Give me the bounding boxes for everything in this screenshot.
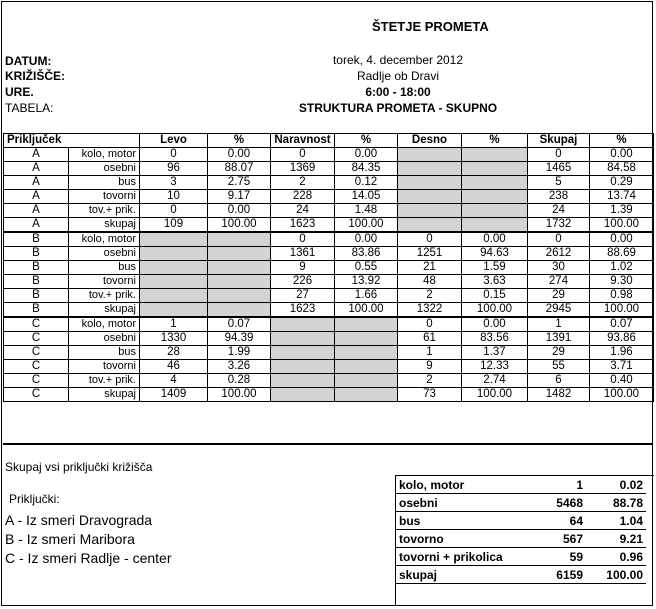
cell-levo	[140, 289, 208, 303]
cell-vehicle: bus	[69, 346, 140, 360]
cell-desno-pct	[462, 162, 528, 176]
cell-skupaj-pct: 100.00	[590, 303, 654, 318]
cell-naravnost: 2	[271, 176, 335, 190]
summary-label: skupaj	[396, 566, 514, 584]
table-row	[4, 374, 654, 388]
cell-skupaj: 1482	[528, 388, 590, 402]
value-datum: torek, 4. december 2012	[332, 53, 464, 67]
cell-skupaj: 24	[528, 204, 590, 218]
cell-naravnost-pct: 0.00	[335, 148, 398, 162]
header-desno: Desno	[398, 134, 462, 148]
label-ure: URE.	[5, 85, 34, 99]
cell-skupaj-pct: 0.29	[590, 176, 654, 190]
cell-naravnost-pct	[335, 317, 398, 332]
cell-naravnost-pct: 0.55	[335, 261, 398, 275]
cell-levo: 109	[140, 218, 208, 233]
cell-naravnost-pct	[335, 388, 398, 402]
table-row	[4, 190, 654, 204]
summary-row	[396, 530, 646, 548]
cell-vehicle: kolo, motor	[69, 232, 140, 247]
table-row	[4, 346, 654, 360]
legend-item-a: A - Iz smeri Dravograda	[5, 512, 153, 528]
cell-levo-pct	[208, 303, 271, 318]
cell-levo	[140, 247, 208, 261]
cell-desno: 1322	[398, 303, 462, 318]
cell-approach: A	[4, 176, 69, 190]
cell-desno-pct: 1.37	[462, 346, 528, 360]
cell-approach: C	[4, 360, 69, 374]
cell-vehicle: skupaj	[69, 303, 140, 318]
cell-approach: B	[4, 232, 69, 247]
cell-naravnost: 0	[271, 232, 335, 247]
cell-levo-pct: 1.99	[208, 346, 271, 360]
summary-table	[396, 476, 646, 584]
cell-levo: 1409	[140, 388, 208, 402]
table-row	[4, 388, 654, 402]
cell-naravnost: 24	[271, 204, 335, 218]
cell-vehicle: tovorni	[69, 190, 140, 204]
cell-naravnost-pct: 14.05	[335, 190, 398, 204]
cell-desno	[398, 148, 462, 162]
cell-desno-pct: 94.63	[462, 247, 528, 261]
cell-vehicle: tov.+ prik.	[69, 374, 140, 388]
cell-skupaj: 1391	[528, 332, 590, 346]
cell-levo: 96	[140, 162, 208, 176]
cell-levo: 46	[140, 360, 208, 374]
cell-vehicle: bus	[69, 261, 140, 275]
cell-approach: A	[4, 148, 69, 162]
cell-vehicle: tovorni	[69, 275, 140, 289]
section-divider	[3, 443, 653, 445]
cell-desno	[398, 218, 462, 233]
cell-skupaj-pct: 93.86	[590, 332, 654, 346]
cell-levo-pct	[208, 289, 271, 303]
cell-levo-pct: 88.07	[208, 162, 271, 176]
cell-skupaj-pct: 1.96	[590, 346, 654, 360]
cell-naravnost	[271, 332, 335, 346]
cell-vehicle: kolo, motor	[69, 317, 140, 332]
cell-vehicle: tov.+ prik.	[69, 204, 140, 218]
summary-count: 567	[514, 530, 586, 548]
cell-skupaj-pct: 84.58	[590, 162, 654, 176]
cell-naravnost: 1361	[271, 247, 335, 261]
header-prikljucek: Priključek	[4, 134, 140, 148]
cell-levo: 1	[140, 317, 208, 332]
cell-naravnost	[271, 360, 335, 374]
cell-desno-pct	[462, 218, 528, 233]
cell-levo-pct: 3.26	[208, 360, 271, 374]
header-skupaj: Skupaj	[528, 134, 590, 148]
table-row	[4, 162, 654, 176]
cell-vehicle: osebni	[69, 162, 140, 176]
cell-naravnost-pct: 13.92	[335, 275, 398, 289]
summary-row	[396, 548, 646, 566]
cell-skupaj-pct: 1.39	[590, 204, 654, 218]
cell-desno-pct: 100.00	[462, 388, 528, 402]
summary-label: kolo, motor	[396, 476, 514, 494]
cell-desno-pct: 100.00	[462, 303, 528, 318]
summary-pct: 1.04	[586, 512, 646, 530]
table-row	[4, 176, 654, 190]
table-row	[4, 204, 654, 218]
cell-levo	[140, 303, 208, 318]
header-naravnost-pct: %	[335, 134, 398, 148]
summary-pct: 9.21	[586, 530, 646, 548]
summary-row	[396, 512, 646, 530]
summary-label: bus	[396, 512, 514, 530]
cell-approach: A	[4, 204, 69, 218]
cell-naravnost: 27	[271, 289, 335, 303]
header-levo: Levo	[140, 134, 208, 148]
legend-item-c: C - Iz smeri Radlje - center	[5, 550, 172, 566]
cell-skupaj-pct: 0.98	[590, 289, 654, 303]
summary-count: 64	[514, 512, 586, 530]
summary-count: 6159	[514, 566, 586, 584]
cell-desno: 1	[398, 346, 462, 360]
cell-desno	[398, 190, 462, 204]
cell-naravnost: 1623	[271, 303, 335, 318]
cell-approach: A	[4, 218, 69, 233]
cell-skupaj: 30	[528, 261, 590, 275]
cell-vehicle: skupaj	[69, 388, 140, 402]
cell-levo-pct: 2.75	[208, 176, 271, 190]
summary-pct: 100.00	[586, 566, 646, 584]
cell-approach: B	[4, 247, 69, 261]
table-row	[4, 289, 654, 303]
cell-levo-pct	[208, 232, 271, 247]
cell-skupaj: 1	[528, 317, 590, 332]
cell-skupaj: 6	[528, 374, 590, 388]
cell-approach: B	[4, 303, 69, 318]
summary-pct: 88.78	[586, 494, 646, 512]
cell-naravnost: 9	[271, 261, 335, 275]
footnote-all-approaches: Skupaj vsi priključki križišča	[5, 460, 153, 474]
cell-levo: 1330	[140, 332, 208, 346]
cell-levo-pct: 0.28	[208, 374, 271, 388]
cell-vehicle: osebni	[69, 247, 140, 261]
cell-levo: 3	[140, 176, 208, 190]
value-krizisce: Radlje ob Dravi	[356, 69, 440, 83]
cell-desno: 1251	[398, 247, 462, 261]
cell-naravnost-pct: 100.00	[335, 303, 398, 318]
cell-vehicle: bus	[69, 176, 140, 190]
cell-desno: 0	[398, 232, 462, 247]
cell-naravnost	[271, 374, 335, 388]
cell-vehicle: osebni	[69, 332, 140, 346]
table-row	[4, 303, 654, 318]
cell-naravnost-pct	[335, 374, 398, 388]
cell-approach: C	[4, 388, 69, 402]
cell-desno-pct: 0.00	[462, 232, 528, 247]
table-row	[4, 332, 654, 346]
cell-skupaj-pct: 1.02	[590, 261, 654, 275]
cell-desno: 0	[398, 317, 462, 332]
cell-naravnost-pct	[335, 360, 398, 374]
cell-desno: 48	[398, 275, 462, 289]
cell-approach: C	[4, 332, 69, 346]
cell-skupaj: 0	[528, 148, 590, 162]
cell-naravnost-pct: 0.00	[335, 232, 398, 247]
cell-skupaj: 1465	[528, 162, 590, 176]
table-row	[4, 247, 654, 261]
cell-skupaj-pct: 100.00	[590, 388, 654, 402]
cell-naravnost: 0	[271, 148, 335, 162]
cell-skupaj-pct: 0.07	[590, 317, 654, 332]
cell-desno	[398, 204, 462, 218]
summary-row	[396, 566, 646, 584]
cell-desno: 9	[398, 360, 462, 374]
cell-skupaj: 1732	[528, 218, 590, 233]
cell-desno	[398, 176, 462, 190]
cell-desno-pct: 0.00	[462, 317, 528, 332]
cell-desno: 61	[398, 332, 462, 346]
legend-item-b: B - Iz smeri Maribora	[5, 531, 135, 547]
cell-naravnost-pct: 1.66	[335, 289, 398, 303]
cell-vehicle: skupaj	[69, 218, 140, 233]
summary-label: osebni	[396, 494, 514, 512]
cell-desno-pct: 12.33	[462, 360, 528, 374]
cell-levo-pct: 100.00	[208, 218, 271, 233]
label-krizisce: KRIŽIŠČE:	[5, 69, 65, 83]
cell-desno-pct: 3.63	[462, 275, 528, 289]
cell-desno	[398, 162, 462, 176]
cell-levo-pct: 100.00	[208, 388, 271, 402]
cell-skupaj: 5	[528, 176, 590, 190]
summary-count: 59	[514, 548, 586, 566]
cell-naravnost-pct: 100.00	[335, 218, 398, 233]
cell-skupaj-pct: 3.71	[590, 360, 654, 374]
cell-levo: 28	[140, 346, 208, 360]
cell-skupaj: 0	[528, 232, 590, 247]
cell-skupaj-pct: 0.00	[590, 148, 654, 162]
cell-levo-pct: 94.39	[208, 332, 271, 346]
cell-skupaj-pct: 100.00	[590, 218, 654, 233]
cell-skupaj: 29	[528, 289, 590, 303]
summary-pct: 0.02	[586, 476, 646, 494]
cell-approach: B	[4, 275, 69, 289]
cell-approach: A	[4, 190, 69, 204]
cell-levo-pct: 0.07	[208, 317, 271, 332]
summary-row	[396, 476, 646, 494]
value-ure: 6:00 - 18:00	[365, 85, 431, 99]
cell-desno-pct	[462, 204, 528, 218]
header-naravnost: Naravnost	[271, 134, 335, 148]
summary-pct: 0.96	[586, 548, 646, 566]
cell-naravnost	[271, 346, 335, 360]
cell-vehicle: tovorni	[69, 360, 140, 374]
cell-desno: 2	[398, 289, 462, 303]
table-row	[4, 218, 654, 233]
table-row	[4, 317, 654, 332]
cell-levo-pct	[208, 275, 271, 289]
summary-row	[396, 494, 646, 512]
cell-approach: B	[4, 261, 69, 275]
cell-levo: 10	[140, 190, 208, 204]
cell-approach: C	[4, 317, 69, 332]
cell-desno: 2	[398, 374, 462, 388]
cell-skupaj: 238	[528, 190, 590, 204]
summary-label: tovorno	[396, 530, 514, 548]
cell-approach: B	[4, 289, 69, 303]
cell-naravnost-pct	[335, 332, 398, 346]
cell-approach: A	[4, 162, 69, 176]
cell-desno: 73	[398, 388, 462, 402]
cell-desno-pct	[462, 190, 528, 204]
cell-desno-pct	[462, 176, 528, 190]
cell-naravnost: 1623	[271, 218, 335, 233]
cell-levo-pct: 0.00	[208, 148, 271, 162]
cell-skupaj-pct: 9.30	[590, 275, 654, 289]
cell-levo-pct	[208, 247, 271, 261]
cell-naravnost	[271, 388, 335, 402]
cell-skupaj: 29	[528, 346, 590, 360]
traffic-table	[3, 133, 654, 402]
cell-levo-pct: 9.17	[208, 190, 271, 204]
summary-label: tovorni + prikolica	[396, 548, 514, 566]
table-header	[4, 134, 654, 148]
table-row	[4, 275, 654, 289]
cell-levo: 0	[140, 204, 208, 218]
header-skupaj-pct: %	[590, 134, 654, 148]
cell-naravnost-pct: 84.35	[335, 162, 398, 176]
table-row	[4, 148, 654, 162]
table-row	[4, 232, 654, 247]
cell-levo	[140, 261, 208, 275]
cell-skupaj: 2945	[528, 303, 590, 318]
cell-levo-pct	[208, 261, 271, 275]
cell-desno-pct: 83.56	[462, 332, 528, 346]
label-datum: DATUM:	[5, 54, 52, 68]
cell-naravnost-pct: 0.12	[335, 176, 398, 190]
page-title: ŠTETJE PROMETA	[372, 19, 489, 34]
cell-vehicle: kolo, motor	[69, 148, 140, 162]
cell-naravnost-pct: 83.86	[335, 247, 398, 261]
cell-levo	[140, 232, 208, 247]
cell-vehicle: tov.+ prik.	[69, 289, 140, 303]
cell-desno-pct: 2.74	[462, 374, 528, 388]
cell-skupaj-pct: 88.69	[590, 247, 654, 261]
cell-skupaj: 2612	[528, 247, 590, 261]
cell-levo	[140, 275, 208, 289]
cell-skupaj-pct: 0.00	[590, 232, 654, 247]
cell-naravnost-pct	[335, 346, 398, 360]
legend-title: Priključki:	[9, 492, 60, 506]
cell-naravnost: 228	[271, 190, 335, 204]
cell-skupaj-pct: 0.40	[590, 374, 654, 388]
header-levo-pct: %	[208, 134, 271, 148]
label-tabela: TABELA:	[5, 101, 54, 115]
cell-skupaj: 55	[528, 360, 590, 374]
cell-levo-pct: 0.00	[208, 204, 271, 218]
table-row	[4, 360, 654, 374]
summary-count: 1	[514, 476, 586, 494]
cell-naravnost: 226	[271, 275, 335, 289]
cell-skupaj: 274	[528, 275, 590, 289]
cell-naravnost	[271, 317, 335, 332]
cell-desno-pct	[462, 148, 528, 162]
summary-count: 5468	[514, 494, 586, 512]
cell-naravnost-pct: 1.48	[335, 204, 398, 218]
value-tabela: STRUKTURA PROMETA - SKUPNO	[298, 101, 498, 115]
cell-naravnost: 1369	[271, 162, 335, 176]
cell-approach: C	[4, 374, 69, 388]
cell-desno-pct: 1.59	[462, 261, 528, 275]
header-desno-pct: %	[462, 134, 528, 148]
cell-desno: 21	[398, 261, 462, 275]
cell-approach: C	[4, 346, 69, 360]
cell-levo: 0	[140, 148, 208, 162]
cell-levo: 4	[140, 374, 208, 388]
cell-desno-pct: 0.15	[462, 289, 528, 303]
cell-skupaj-pct: 13.74	[590, 190, 654, 204]
table-row	[4, 261, 654, 275]
